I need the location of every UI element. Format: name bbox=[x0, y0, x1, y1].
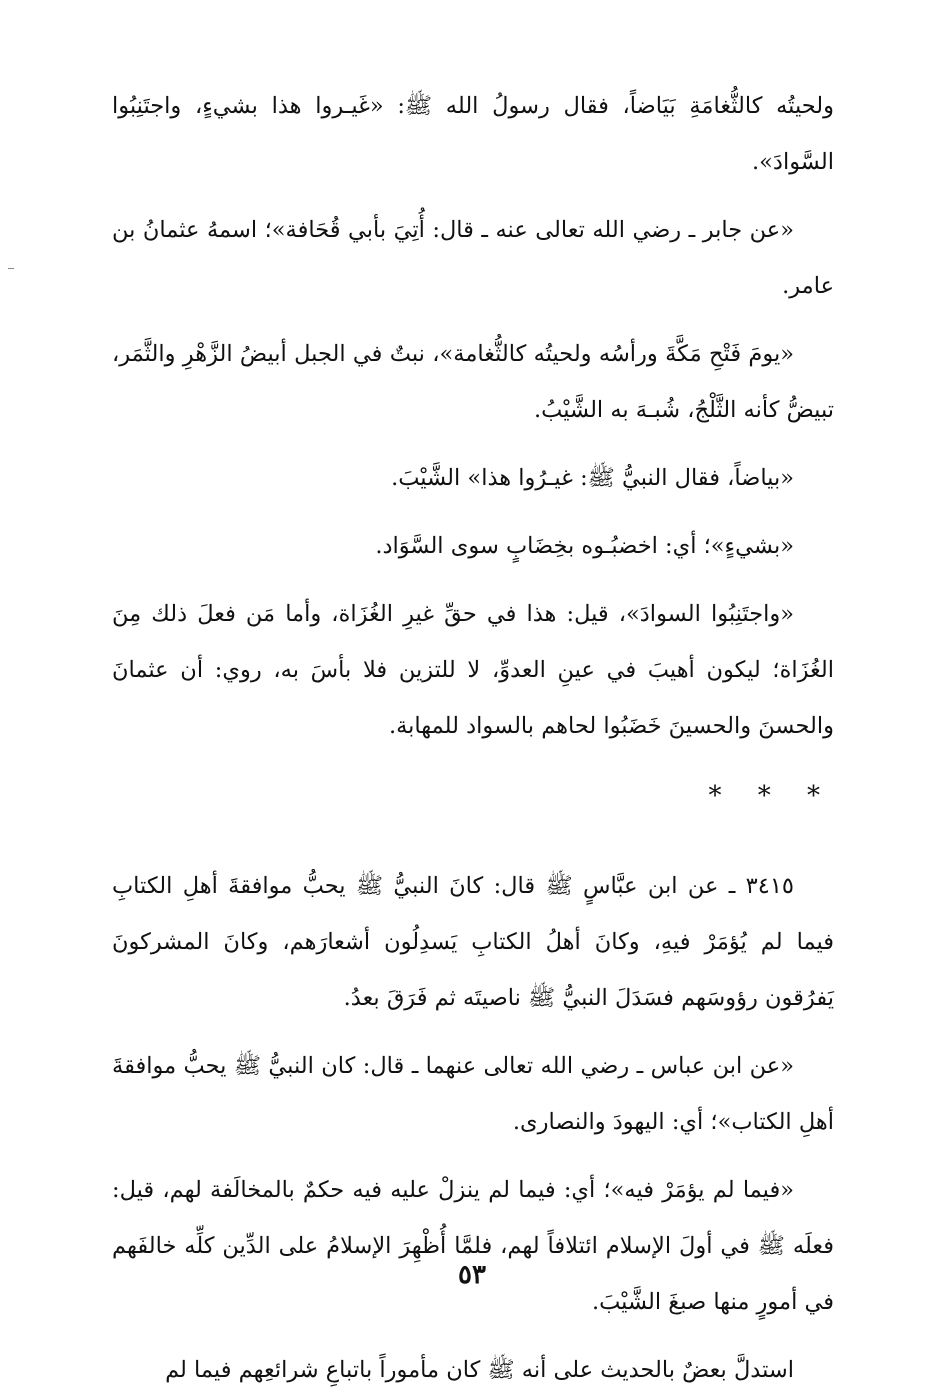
paragraph-3: «يومَ فَتْحِ مَكَّةَ ورأسُه ولحيتُه كالثُّغامة»، نبتٌ في الجبل أبيضُ الزَّهْرِ والثَّمَر، تبيضُّ كأنه الثَّلْجُ، شُبـهَ به الشَّيْبُ. bbox=[112, 341, 834, 423]
paragraph-1: ولحيتُه كالثُّغامَةِ بَيَاضاً، فقال رسولُ الله ﷺ: «غَيـروا هذا بشيءٍ، واجتَنِبُوا السَّوادَ». bbox=[112, 93, 834, 175]
section-separator: * * * bbox=[708, 781, 834, 811]
paragraph-7: «عن ابن عباس ـ رضي الله تعالى عنهما ـ قال: كان النبيُّ ﷺ يحبُّ موافقةَ أهلِ الكتاب»؛ أي: اليهودَ والنصارى. bbox=[112, 1053, 834, 1135]
paragraph-8: «فيما لم يؤمَرْ فيه»؛ أي: فيما لم ينزلْ عليه فيه حكمٌ بالمخالَفة لهم، قيل: فعلَه ﷺ في أولَ الإسلام ائتلافاً لهم، فلمَّا أُظْهِرَ الإسلامُ على الدِّين كلِّه خالفَهم في أمورٍ منها صبغَ الشَّيْبَ. bbox=[112, 1177, 834, 1315]
paragraph-5: «بشيءٍ»؛ أي: اخضبُـوه بخِضَابٍ سوى السَّوَاد. bbox=[375, 533, 794, 559]
paragraph-2: «عن جابر ـ رضي الله تعالى عنه ـ قال: أُتِيَ بأبي قُحَافة»؛ اسمهُ عثمانُ بن عامر. bbox=[112, 217, 834, 299]
margin-mark bbox=[8, 268, 14, 269]
paragraph-4: «بياضاً، فقال النبيُّ ﷺ: غيـرُوا هذا» الشَّيْبَ. bbox=[391, 465, 794, 491]
paragraph-6: «واجتَنِبُوا السوادَ»، قيل: هذا في حقِّ غيرِ الغُزَاة، وأما مَن فعلَ ذلك مِنَ الغُزَاة؛ ليكون أهيبَ في عينِ العدوِّ، لا للتزين فلا بأسَ به، روي: أن عثمانَ والحسنَ والحسينَ خَضَبُوا لحاهم بالسواد للمهابة. bbox=[112, 601, 834, 739]
page-number: ٥٣ bbox=[458, 1260, 486, 1290]
hadith-3415: ٣٤١٥ ـ عن ابن عبَّاسٍ ﷺ قال: كانَ النبيُّ ﷺ يحبُّ موافقةَ أهلِ الكتابِ فيما لم يُؤمَرْ فيهِ، وكانَ أهلُ الكتابِ يَسدِلُون أشعارَهم، وكانَ المشركونَ يَفرُقون رؤوسَهم فسَدَلَ النبيُّ ﷺ ناصيتَه ثم فَرَقَ بعدُ. bbox=[112, 873, 834, 1011]
paragraph-9: استدلَّ بعضٌ بالحديث على أنه ﷺ كان مأموراً باتباعِ شرائعِهم فيما لم bbox=[165, 1357, 794, 1383]
page-body bbox=[112, 78, 834, 1398]
